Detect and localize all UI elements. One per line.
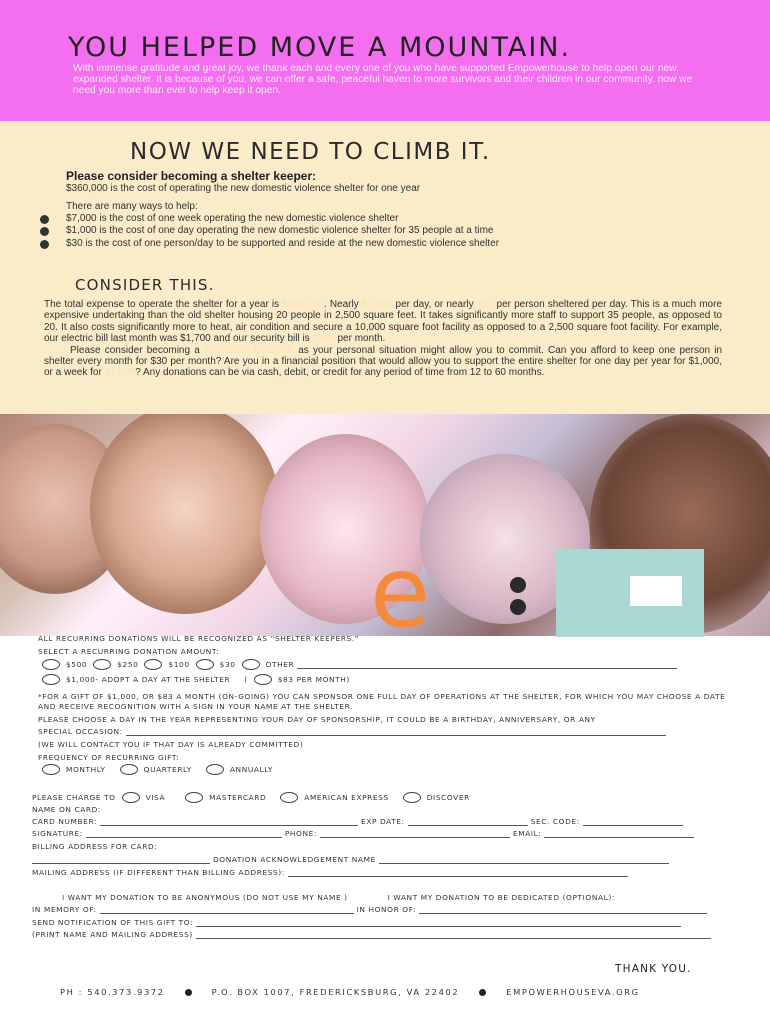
ways-item: $30 is the cost of one person/day to be supported and reside at the new domestic violence shelter: [40, 238, 499, 250]
teal-block: [556, 549, 704, 637]
empowerhouse-e-logo: e: [370, 536, 431, 650]
form-row: [32, 905, 710, 914]
send-notification-label: SEND NOTIFICATION OF THIS GIFT TO:: [32, 918, 194, 927]
signature-label: SIGNATURE:: [32, 829, 83, 838]
consider-text: as your personal situation might allow you to commit. Can you afford to keep one person in shelter every month for $30 per month? Are you in a financial position that would allow you to support the entire shelter for one day per year for $1,000, or a week for: [44, 344, 723, 379]
highlight-amount: $7,000: [104, 367, 136, 379]
card-mastercard-radio[interactable]: [185, 792, 203, 803]
footer-website[interactable]: EMPOWERHOUSEVA.ORG: [506, 987, 640, 997]
card-number-label: CARD NUMBER:: [32, 817, 98, 826]
ways-item: $7,000 is the cost of one week operating the new domestic violence shelter: [40, 213, 499, 225]
teal-block-inner: [630, 576, 682, 606]
form-row: [32, 829, 697, 838]
sec-code-input[interactable]: [583, 818, 683, 826]
consider-body: [44, 299, 722, 379]
highlight-amount: $30: [476, 299, 494, 310]
highlight-shelter-keeper: SHELTER KEEPER: [203, 344, 295, 356]
signature-input[interactable]: [86, 830, 282, 838]
amount-label: $100: [168, 660, 190, 669]
amount-label: $500: [66, 660, 88, 669]
amount-250-radio[interactable]: [93, 659, 111, 670]
amount-500-radio[interactable]: [42, 659, 60, 670]
consider-text: . Nearly: [323, 299, 362, 310]
frequency-label: FREQUENCY OF RECURRING GIFT:: [38, 753, 180, 762]
in-memory-input[interactable]: [100, 906, 354, 914]
form-row: [32, 918, 684, 927]
form-row: [32, 855, 672, 864]
adopt-day-label: $1,000- ADOPT A DAY AT THE SHELTER: [66, 675, 231, 684]
adopt-day-radio[interactable]: [42, 674, 60, 685]
card-option: DISCOVER: [426, 793, 470, 802]
form-row: [38, 727, 669, 736]
phone-input[interactable]: [320, 830, 510, 838]
form-row: [32, 805, 101, 814]
separator-dot-icon: [185, 989, 192, 996]
name-on-card-label: NAME ON CARD:: [32, 805, 102, 814]
consider-text: per person sheltered per day. This is a much more expensive undertaking than the old shelter housing 20 people in 2,500 square feet. It takes significantly more staff to support 35 people, as opposed to 20. It also costs significantly more to heat, air condition and secure a 10,000 square foot facility as opposed to a 2,500 square foot facility. For example, our electric bill last month was $1,700 and our security bill is: [44, 299, 722, 345]
keeper-heading: Please consider becoming a shelter keeper:: [66, 169, 317, 183]
mailing-address-label: MAILING ADDRESS (IF DIFFERENT THAN BILLING ADDRESS):: [32, 868, 285, 877]
email-input[interactable]: [544, 830, 694, 838]
footer: [60, 987, 740, 997]
phone-label: PHONE:: [284, 829, 317, 838]
special-occasion-input[interactable]: [126, 728, 666, 736]
frequency-option: QUARTERLY: [143, 765, 192, 774]
card-amex-radio[interactable]: [280, 792, 298, 803]
billing-address-label: BILLING ADDRESS FOR CARD:: [32, 842, 158, 851]
amount-label: $30: [219, 660, 236, 669]
thank-you-text: THANK YOU.: [615, 963, 692, 975]
in-honor-label: IN HONOR OF:: [356, 905, 417, 914]
form-row: [32, 842, 157, 851]
highlight-amount: $1,000: [361, 299, 393, 310]
form-row: [38, 647, 219, 656]
anonymous-option[interactable]: I WANT MY DONATION TO BE ANONYMOUS (DO NOT USE MY NAME ): [62, 893, 348, 902]
form-row: [42, 674, 350, 685]
card-number-input[interactable]: [100, 818, 358, 826]
adopt-month-label: $83 PER MONTH): [277, 675, 350, 684]
form-row: [38, 753, 179, 762]
highlight-amount: $250: [312, 333, 335, 345]
frequency-option: ANNUALLY: [229, 765, 274, 774]
ways-heading: There are many ways to help:: [66, 201, 198, 212]
form-row: [32, 868, 631, 877]
consider-text: per day, or nearly: [392, 299, 477, 310]
print-name-label: (PRINT NAME AND MAILING ADDRESS): [32, 930, 193, 939]
choose-day-label: PLEASE CHOOSE A DAY IN THE YEAR REPRESENTING YOUR DAY OF SPONSORSHIP, IT COULD BE A BIRTHDAY, ANNIVERSARY, OR ANY: [38, 715, 596, 724]
contact-note: (WE WILL CONTACT YOU IF THAT DAY IS ALREADY COMMITTED): [38, 740, 304, 749]
keeper-subtext: $360,000 is the cost of operating the new domestic violence shelter for one year: [66, 183, 421, 194]
mailing-address-input[interactable]: [288, 869, 628, 877]
consider-text: Please consider becoming a: [70, 344, 204, 356]
form-row: [32, 930, 714, 939]
photo-face: [90, 414, 280, 614]
consider-title: CONSIDER THIS.: [75, 276, 215, 294]
dedicated-option[interactable]: I WANT MY DONATION TO BE DEDICATED (OPTIONAL):: [387, 893, 615, 902]
card-visa-radio[interactable]: [122, 792, 140, 803]
form-row: [32, 792, 470, 803]
amount-other-radio[interactable]: [242, 659, 260, 670]
climb-title: NOW WE NEED TO CLIMB IT.: [130, 139, 491, 165]
adopt-month-radio[interactable]: [254, 674, 272, 685]
in-honor-input[interactable]: [419, 906, 707, 914]
ack-name-input[interactable]: [32, 856, 210, 864]
select-amount-label: SELECT A RECURRING DONATION AMOUNT:: [38, 647, 220, 656]
footer-address: P.O. BOX 1007, FREDERICKSBURG, VA 22402: [211, 987, 460, 997]
print-name-input[interactable]: [196, 931, 711, 939]
form-row: [42, 764, 273, 775]
frequency-quarterly-radio[interactable]: [120, 764, 138, 775]
separator-dot-icon: [479, 989, 486, 996]
hero-body: With immense gratitude and great joy, we thank each and every one of you who have supported Empowerhouse to help open our new, expanded shelter. It is because of you, we can offer a safe, peaceful haven to more survivors and their children in our community. now we need you more than ever to help keep it open.: [73, 63, 693, 97]
email-label: EMAIL:: [512, 829, 542, 838]
sponsor-note: *FOR A GIFT OF $1,000, OR $83 A MONTH (ON-GOING) YOU CAN SPONSOR ONE FULL DAY OF OPERATIONS AT THE SHELTER, FOR WHICH YOU MAY CHOOSE A DATE AND RECEIVE RECOGNITION WITH A SIGN IN YOUR NAME AT THE SHELTER.: [38, 692, 726, 711]
form-row: [42, 659, 680, 670]
special-occasion-label: SPECIAL OCCASION:: [38, 727, 123, 736]
adopt-paren: (: [244, 675, 248, 684]
info-section: [0, 121, 770, 414]
frequency-annually-radio[interactable]: [206, 764, 224, 775]
in-memory-label: IN MEMORY OF:: [32, 905, 97, 914]
form-row: [38, 715, 596, 724]
amount-100-radio[interactable]: [144, 659, 162, 670]
charge-to-label: PLEASE CHARGE TO: [32, 793, 116, 802]
card-discover-radio[interactable]: [403, 792, 421, 803]
hero-banner: [0, 0, 770, 121]
frequency-monthly-radio[interactable]: [42, 764, 60, 775]
form-row: [32, 817, 686, 826]
frequency-option: MONTHLY: [66, 765, 106, 774]
ways-item: $1,000 is the cost of one day operating the new domestic violence shelter for 35 people at a time: [40, 225, 499, 237]
exp-date-label: EXP DATE:: [361, 817, 405, 826]
hero-title: YOU HELPED MOVE A MOUNTAIN.: [68, 32, 572, 63]
card-option: AMERICAN EXPRESS: [304, 793, 389, 802]
highlight-amount: $360,000: [282, 299, 324, 310]
ack-name-input-2[interactable]: [379, 856, 669, 864]
ways-list: [40, 213, 499, 250]
amount-30-radio[interactable]: [196, 659, 214, 670]
logo-colon: [510, 577, 528, 621]
exp-date-input[interactable]: [408, 818, 528, 826]
ack-name-label: DONATION ACKNOWLEDGEMENT NAME: [213, 855, 376, 864]
form-row: [38, 634, 359, 643]
consider-text: ? Any donations can be via cash, debit, or credit for any period of time from 12 to 60 months.: [135, 367, 545, 379]
footer-phone: PH : 540.373.9372: [60, 987, 165, 997]
amount-label: OTHER: [265, 660, 295, 669]
other-amount-input[interactable]: [297, 661, 677, 669]
form-row: [38, 740, 303, 749]
sec-code-label: SEC. CODE:: [530, 817, 580, 826]
consider-text: per month.: [334, 333, 386, 345]
card-option: VISA: [145, 793, 166, 802]
amount-label: $250: [117, 660, 139, 669]
consider-text: The total expense to operate the shelter for a year is: [44, 299, 283, 310]
send-notification-input[interactable]: [196, 919, 681, 927]
form-row: [38, 692, 738, 712]
form-row: [62, 893, 615, 902]
card-option: MASTERCARD: [209, 793, 267, 802]
recognized-note: ALL RECURRING DONATIONS WILL BE RECOGNIZED AS “SHELTER KEEPERS.”: [38, 634, 360, 643]
